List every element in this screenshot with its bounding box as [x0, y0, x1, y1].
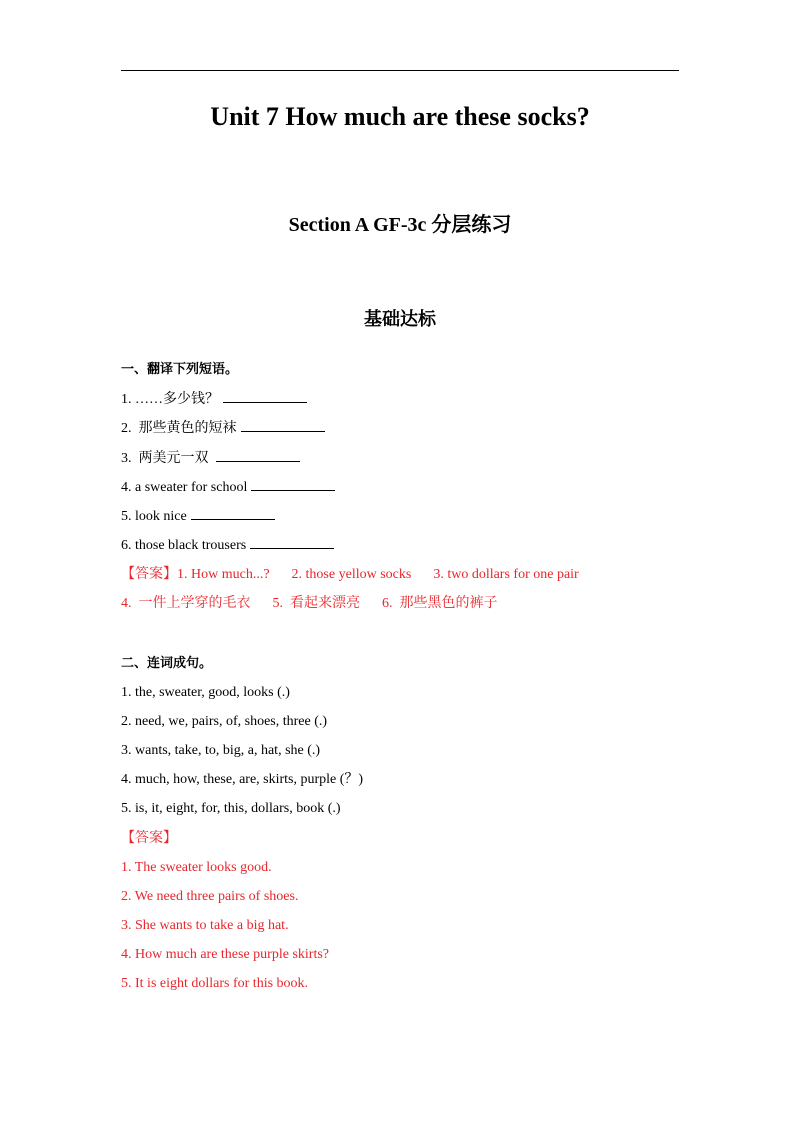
- list-item: 3. wants, take, to, big, a, hat, she (.): [121, 743, 321, 758]
- list-item: 4. much, how, these, are, skirts, purple (？): [121, 772, 364, 787]
- answer-text: 3. She wants to take a big hat.: [121, 918, 289, 933]
- answer-text: 5. 看起来漂亮: [272, 596, 360, 611]
- answer-text: 4. How much are these purple skirts?: [121, 947, 329, 962]
- item-text: 2. 那些黄色的短袜: [121, 421, 237, 436]
- list-item: [121, 478, 335, 497]
- answer-blank: [241, 419, 325, 432]
- list-item: [121, 536, 334, 555]
- list-item: [121, 390, 307, 409]
- list-item: 1. the, sweater, good, looks (.): [121, 685, 290, 700]
- answer-text: 6. 那些黑色的裤子: [382, 596, 498, 611]
- level-heading: 基础达标: [364, 309, 436, 330]
- answer-line: [121, 595, 498, 613]
- section-subtitle: Section A GF-3c 分层练习: [288, 214, 512, 236]
- answer-blank: [250, 536, 334, 549]
- list-item: [121, 419, 325, 438]
- list-item: 5. is, it, eight, for, this, dollars, book (.): [121, 801, 341, 816]
- list-item: [121, 449, 300, 468]
- answer-blank: [223, 390, 307, 403]
- answer-text: 2. We need three pairs of shoes.: [121, 889, 299, 904]
- list-item: 2. need, we, pairs, of, shoes, three (.): [121, 714, 328, 729]
- answer-text: 5. It is eight dollars for this book.: [121, 976, 309, 991]
- item-text: 1. ……多少钱？: [121, 392, 219, 407]
- answer-line: [121, 566, 579, 584]
- section2-heading: 二、连词成句。: [121, 656, 213, 671]
- answer-blank: [251, 478, 335, 491]
- answer-blank: [216, 449, 300, 462]
- answer-blank: [191, 507, 275, 520]
- answer-text: 1. The sweater looks good.: [121, 860, 272, 875]
- section1-heading: 一、翻译下列短语。: [121, 362, 239, 377]
- answer-label: 【答案】: [121, 831, 177, 846]
- answer-text: 1. How much...?: [177, 567, 270, 582]
- page-title: Unit 7 How much are these socks?: [210, 102, 590, 131]
- item-text: 3. 两美元一双: [121, 451, 212, 466]
- list-item: [121, 507, 275, 526]
- answer-text: 2. those yellow socks: [291, 567, 412, 582]
- answer-text: 3. two dollars for one pair: [433, 567, 579, 582]
- item-text: 4. a sweater for school: [121, 480, 248, 495]
- item-text: 5. look nice: [121, 509, 187, 524]
- item-text: 6. those black trousers: [121, 538, 247, 553]
- answer-label: 【答案】: [121, 567, 177, 582]
- answer-text: 4. 一件上学穿的毛衣: [121, 596, 251, 611]
- header-rule: [121, 70, 679, 71]
